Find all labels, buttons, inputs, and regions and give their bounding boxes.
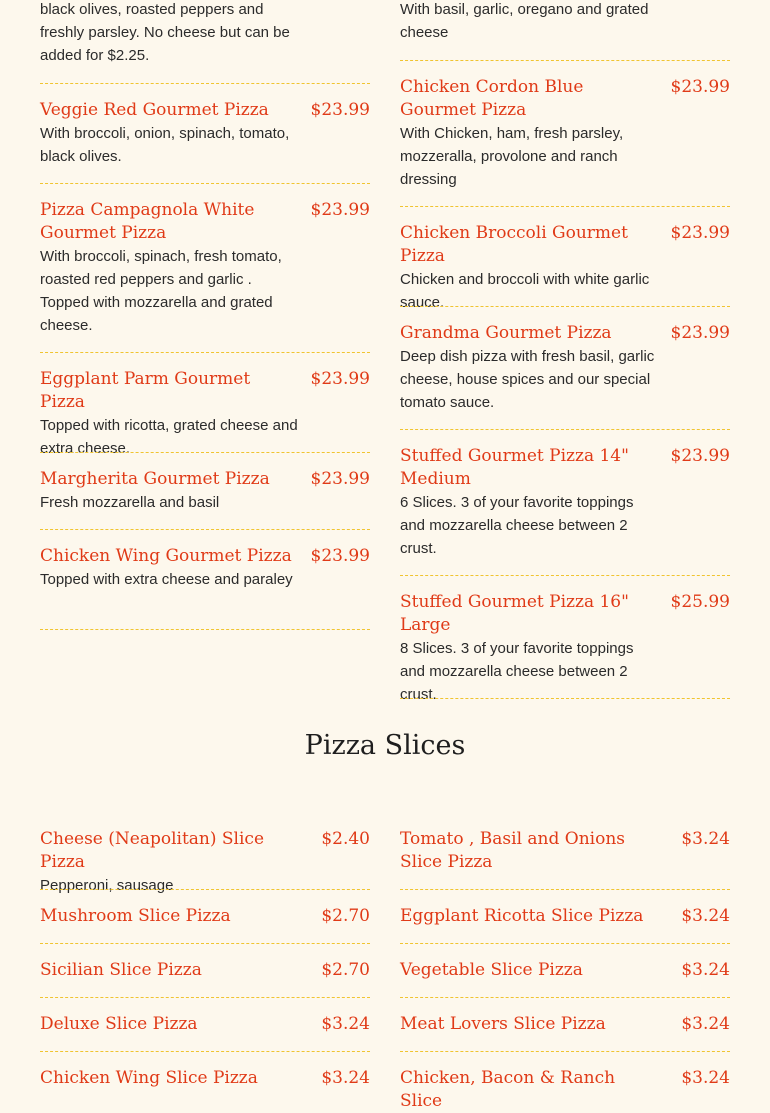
menu-item-description: Topped with extra cheese and paraley [40, 571, 293, 588]
menu-divider [400, 206, 730, 207]
menu-item-description: Topped with ricotta, grated cheese and extra cheese. [40, 417, 298, 457]
menu-item-name: Eggplant Parm Gourmet Pizza [40, 369, 251, 412]
menu-item-price: $23.99 [670, 446, 730, 466]
menu-divider [40, 452, 370, 453]
menu-item-price: $3.24 [681, 829, 730, 849]
menu-item-name: Chicken Cordon Blue Gourmet Pizza [400, 77, 584, 120]
menu-item-name: Chicken Wing Slice Pizza [40, 1068, 258, 1088]
menu-item-name: Grandma Gourmet Pizza [400, 323, 612, 343]
menu-item[interactable] [40, 959, 370, 982]
menu-item-price: $23.99 [310, 200, 370, 220]
menu-item-price: $2.40 [321, 829, 370, 849]
menu-divider [40, 83, 370, 84]
item-description: black olives, roasted peppers and freshly parsley. No cheese but can be added for $2.25. [40, 1, 290, 64]
menu-divider [40, 629, 370, 630]
menu-divider [40, 943, 370, 944]
menu-item-description: With Chicken, ham, fresh parsley, mozzeralla, provolone and ranch dressing [400, 125, 624, 188]
menu-item[interactable] [400, 76, 730, 191]
menu-divider [400, 1051, 730, 1052]
menu-item-name: Pizza Campagnola White Gourmet Pizza [40, 200, 255, 243]
menu-item-name: Margherita Gourmet Pizza [40, 469, 270, 489]
menu-item-name: Chicken Wing Gourmet Pizza [40, 546, 292, 566]
menu-item-name: Mushroom Slice Pizza [40, 906, 231, 926]
menu-item[interactable] [40, 468, 370, 514]
menu-item[interactable] [400, 959, 730, 982]
menu-divider [400, 943, 730, 944]
menu-item-name: Tomato , Basil and Onions Slice Pizza [400, 829, 626, 872]
menu-item-price: $23.99 [670, 223, 730, 243]
menu-item[interactable] [400, 905, 730, 928]
menu-item-description: 8 Slices. 3 of your favorite toppings and mozzarella cheese between 2 crust. [400, 640, 634, 703]
menu-divider [40, 183, 370, 184]
menu-item-price: $3.24 [681, 1014, 730, 1034]
menu-divider [40, 352, 370, 353]
menu-item[interactable] [400, 1067, 730, 1113]
menu-item[interactable] [40, 368, 370, 460]
menu-item-price: $23.99 [670, 323, 730, 343]
menu-divider [400, 997, 730, 998]
menu-item-name: Stuffed Gourmet Pizza 16" Large [400, 592, 629, 635]
menu-item-name: Deluxe Slice Pizza [40, 1014, 198, 1034]
section-title: Pizza Slices [304, 730, 466, 761]
menu-item[interactable] [400, 1013, 730, 1036]
menu-item-name: Chicken, Bacon & Ranch Slice [400, 1068, 616, 1111]
item-description: With basil, garlic, oregano and grated cheese [400, 1, 649, 41]
menu-divider [400, 698, 730, 699]
menu-item-price: $2.70 [321, 960, 370, 980]
menu-item[interactable] [40, 99, 370, 168]
menu-item-description: With broccoli, onion, spinach, tomato, black olives. [40, 125, 290, 165]
menu-item-price: $23.99 [310, 369, 370, 389]
menu-item[interactable] [40, 1013, 370, 1036]
menu-item-price: $23.99 [310, 469, 370, 489]
menu-divider [400, 575, 730, 576]
menu-item-name: Meat Lovers Slice Pizza [400, 1014, 606, 1034]
menu-item-name: Stuffed Gourmet Pizza 14" Medium [400, 446, 629, 489]
menu-item-description: With broccoli, spinach, fresh tomato, roasted red peppers and garlic . Topped with mozzarella and grated cheese. [40, 248, 282, 334]
menu-divider [400, 60, 730, 61]
menu-item[interactable] [400, 322, 730, 414]
menu-item-price: $3.24 [321, 1068, 370, 1088]
menu-divider [400, 306, 730, 307]
menu-divider [40, 889, 370, 890]
menu-item-description: Pepperoni, sausage [40, 877, 174, 894]
menu-item-name: Chicken Broccoli Gourmet Pizza [400, 223, 628, 266]
menu-item-name: Vegetable Slice Pizza [400, 960, 583, 980]
menu-item-description: 6 Slices. 3 of your favorite toppings and mozzarella cheese between 2 crust. [400, 494, 634, 557]
menu-item[interactable] [400, 445, 730, 560]
menu-item-name: Veggie Red Gourmet Pizza [40, 100, 269, 120]
menu-item[interactable] [400, 591, 730, 706]
menu-item-price: $23.99 [670, 77, 730, 97]
menu-divider [40, 529, 370, 530]
menu-item[interactable] [400, 222, 730, 314]
menu-divider [40, 997, 370, 998]
menu-item[interactable] [400, 828, 730, 874]
menu-item-description: Chicken and broccoli with white garlic sauce. [400, 271, 650, 311]
menu-item-price: $2.70 [321, 906, 370, 926]
menu-divider [400, 429, 730, 430]
menu-item[interactable] [40, 545, 370, 591]
menu-item-price: $23.99 [310, 100, 370, 120]
menu-divider [40, 1051, 370, 1052]
menu-item-price: $3.24 [681, 1068, 730, 1088]
menu-item-price: $23.99 [310, 546, 370, 566]
menu-item-price: $25.99 [670, 592, 730, 612]
menu-item-price: $3.24 [681, 906, 730, 926]
menu-item-name: Sicilian Slice Pizza [40, 960, 202, 980]
menu-item-name: Cheese (Neapolitan) Slice Pizza [40, 829, 265, 872]
menu-item[interactable] [40, 828, 370, 897]
menu-divider [400, 889, 730, 890]
menu-item-price: $3.24 [321, 1014, 370, 1034]
menu-item[interactable] [40, 199, 370, 337]
menu-item-description: Fresh mozzarella and basil [40, 494, 220, 511]
menu-item-price: $3.24 [681, 960, 730, 980]
menu-item[interactable] [40, 905, 370, 928]
menu-item-description: Deep dish pizza with fresh basil, garlic cheese, house spices and our special tomato sauce. [400, 348, 655, 411]
menu-item-name: Eggplant Ricotta Slice Pizza [400, 906, 644, 926]
